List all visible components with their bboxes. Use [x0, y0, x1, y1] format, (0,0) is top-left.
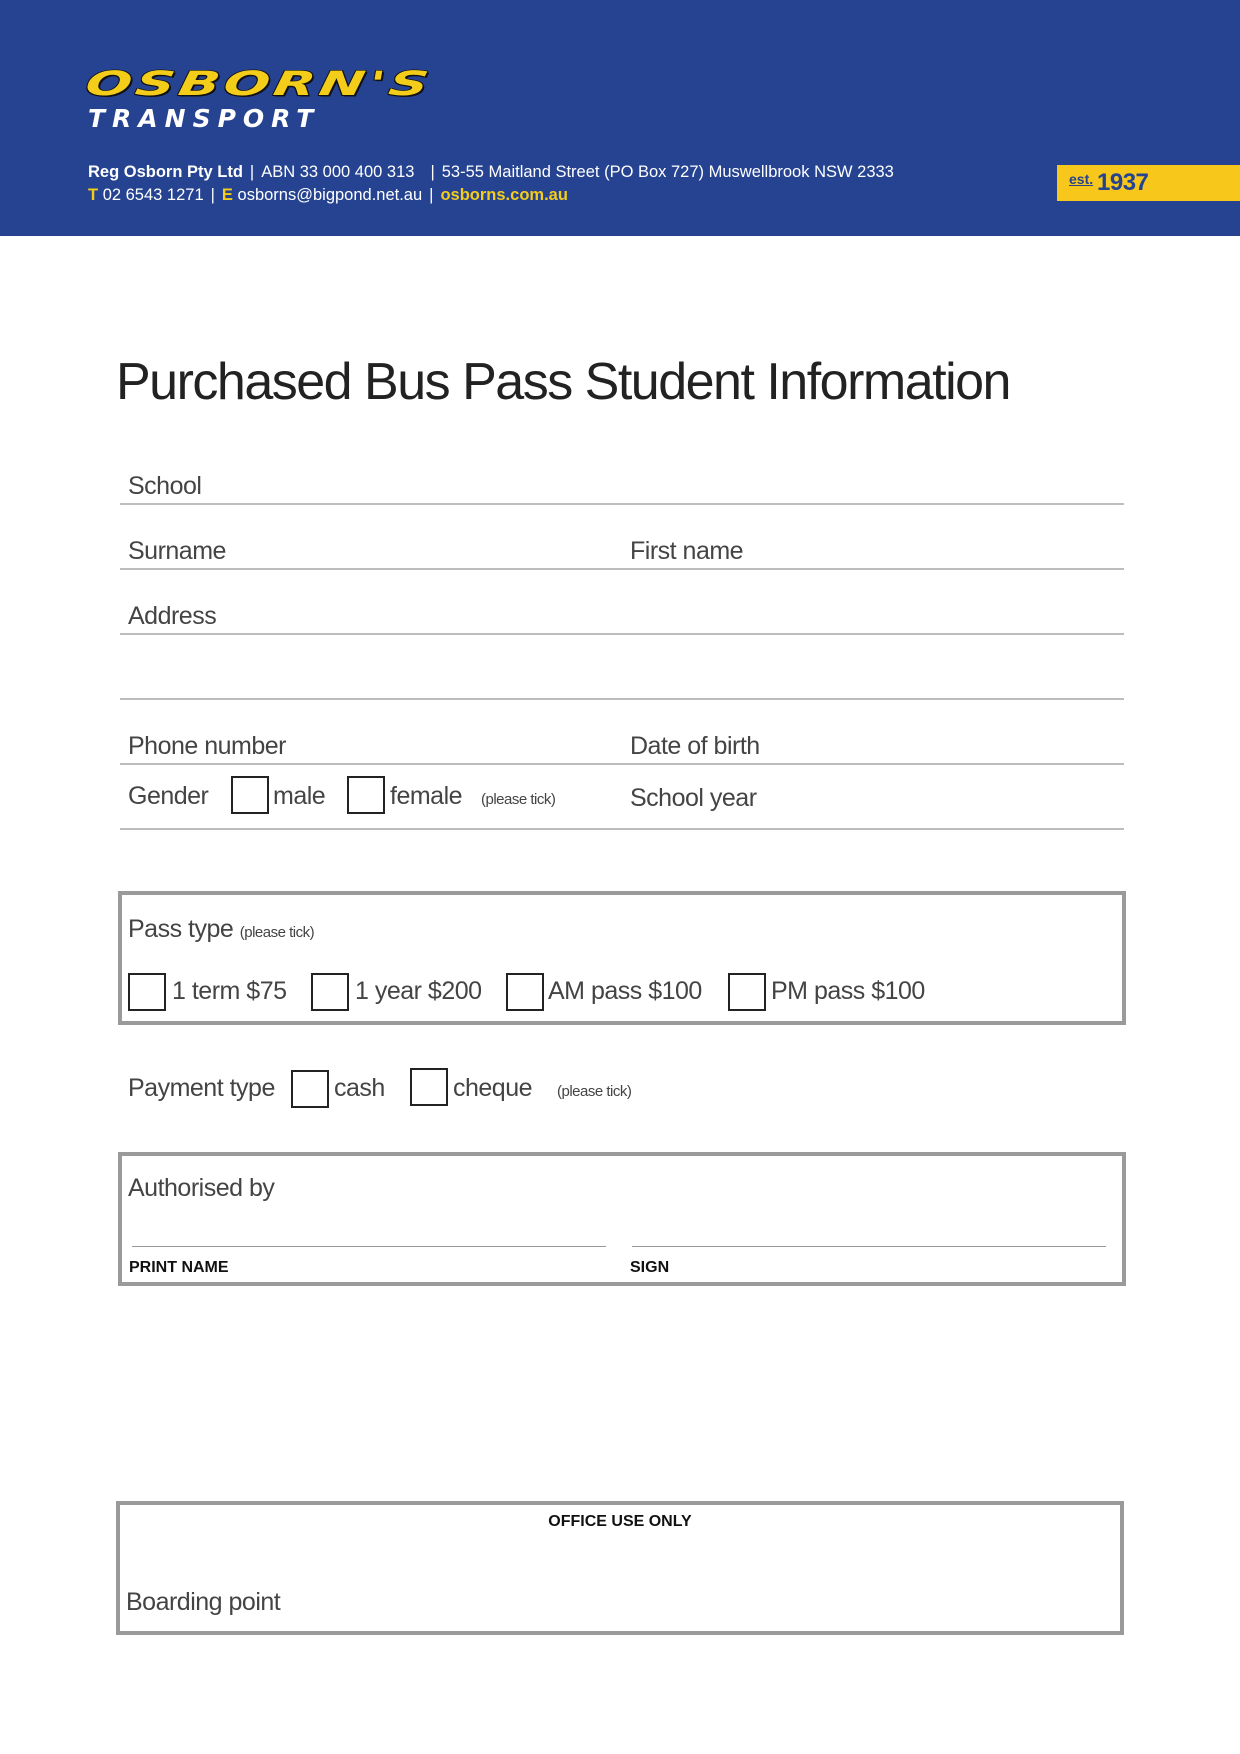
abn: ABN 33 000 400 313 [261, 163, 415, 181]
pass-pm-checkbox[interactable] [728, 973, 766, 1011]
company-details-line: Reg Osborn Pty Ltd | ABN 33 000 400 313 | 53-55 Maitland Street (PO Box 727) Muswellbrook NSW 2333 [88, 163, 894, 181]
pass-1-year-checkbox[interactable] [311, 973, 349, 1011]
est-year: 1937 [1097, 169, 1149, 196]
gender-male-checkbox[interactable] [231, 776, 269, 814]
letterhead-banner [0, 0, 1240, 236]
pass-am-label: AM pass $100 [548, 977, 702, 1005]
first-name-label: First name [630, 537, 744, 565]
pass-1-year-label: 1 year $200 [355, 977, 482, 1005]
contact-line: T 02 6543 1271 | E osborns@bigpond.net.au | osborns.com.au [88, 186, 568, 204]
address-field-line-2[interactable] [120, 698, 1124, 700]
phone-number-label: Phone number [128, 732, 287, 760]
school-year-label: School year [630, 784, 757, 812]
gender-female-label: female [390, 782, 463, 810]
boarding-point-label: Boarding point [126, 1588, 281, 1616]
pass-pm-label: PM pass $100 [771, 977, 925, 1005]
payment-cash-checkbox[interactable] [291, 1070, 329, 1108]
payment-type-label: Payment type [128, 1074, 275, 1102]
pass-1-term-checkbox[interactable] [128, 973, 166, 1011]
pass-type-label: Pass type (please tick) [128, 915, 315, 943]
gender-please-tick: (please tick) [481, 791, 556, 808]
phone-dob-field[interactable] [120, 763, 1124, 765]
email-address[interactable]: osborns@bigpond.net.au [237, 186, 423, 204]
established-badge [1057, 165, 1240, 201]
address-label: Address [128, 602, 217, 630]
sign-label: SIGN [630, 1259, 670, 1276]
company-logo: OSBORN'S [82, 64, 436, 104]
pass-1-term-label: 1 term $75 [172, 977, 287, 1005]
company-name: Reg Osborn Pty Ltd [88, 163, 243, 181]
address-field-line-1[interactable] [120, 633, 1124, 635]
payment-cash-label: cash [334, 1074, 385, 1102]
print-name-label: PRINT NAME [129, 1259, 229, 1276]
gender-male-label: male [273, 782, 326, 810]
est-label: est. [1069, 171, 1094, 187]
form-title: Purchased Bus Pass Student Information [116, 353, 1010, 411]
gender-female-checkbox[interactable] [347, 776, 385, 814]
authorised-by-label: Authorised by [128, 1174, 275, 1202]
date-of-birth-label: Date of birth [630, 732, 760, 760]
company-address: 53-55 Maitland Street (PO Box 727) Muswellbrook NSW 2333 [441, 163, 894, 181]
pass-am-checkbox[interactable] [506, 973, 544, 1011]
authorised-by-section [118, 1152, 1126, 1286]
sign-field[interactable] [632, 1246, 1106, 1247]
school-field[interactable] [120, 503, 1124, 505]
name-field[interactable] [120, 568, 1124, 570]
website-link[interactable]: osborns.com.au [440, 186, 568, 204]
payment-cheque-checkbox[interactable] [410, 1068, 448, 1106]
print-name-field[interactable] [132, 1246, 606, 1247]
email-prefix: E [221, 186, 233, 204]
pass-type-please-tick: (please tick) [239, 924, 315, 941]
phone-number: 02 6543 1271 [102, 186, 204, 204]
school-label: School [128, 472, 202, 500]
phone-prefix: T [88, 186, 99, 204]
gender-label: Gender [128, 782, 209, 810]
payment-please-tick: (please tick) [557, 1083, 632, 1100]
logo-subtext: TRANSPORT [88, 104, 321, 133]
surname-label: Surname [128, 537, 226, 565]
gender-year-field[interactable] [120, 828, 1124, 830]
payment-cheque-label: cheque [453, 1074, 533, 1102]
office-use-heading: OFFICE USE ONLY [548, 1513, 692, 1530]
